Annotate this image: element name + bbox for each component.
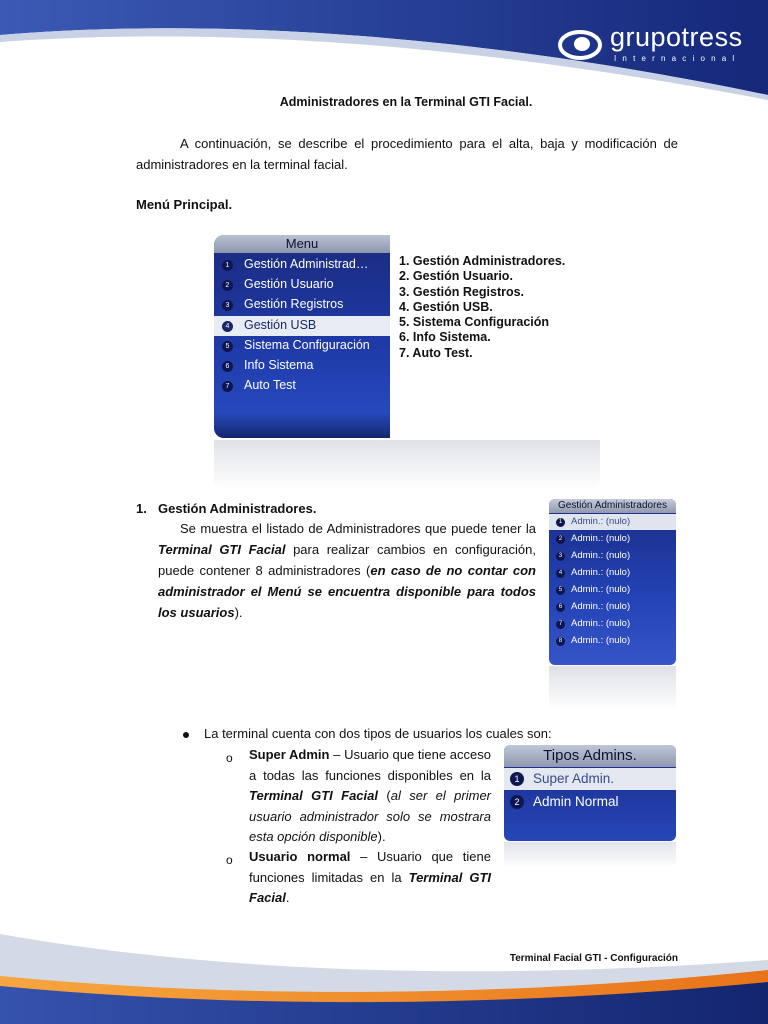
bullet-text: La terminal cuenta con dos tipos de usuarios los cuales son: [204,726,552,741]
menu-screen-item [214,275,390,295]
section-number: 1. [136,501,147,516]
admin-slot [549,565,676,581]
admin-slot-label: Admin.: (nulo) [571,533,631,544]
menu-legend-item: 2. Gestión Usuario. [399,269,513,284]
italic-text: al ser el primer usuario administrador solo se mostrara esta opción disponible [249,788,491,844]
menu-item-number: 1 [222,260,233,271]
admin-slot [549,599,676,615]
admin-slot-number: 3 [556,552,565,561]
document-title: Administradores en la Terminal GTI Facial. [279,95,533,109]
menu-item-number: 3 [222,300,233,311]
text-run: ). [234,605,243,620]
term-name: Super Admin [249,747,330,762]
menu-item-label: Sistema Configuración [244,338,370,352]
main-menu-screenshot [214,235,390,438]
sub-bullet-marker: o [226,853,233,867]
admin-slot-label: Admin.: (nulo) [571,550,631,561]
logo-wordmark: grupotress [610,22,743,52]
normal-user-description [249,847,491,909]
text-run: ( [378,788,391,803]
admin-slot [549,616,676,632]
types-screen-header: Tipos Admins. [504,745,676,767]
super-admin-description [249,745,491,848]
text-run: – Usuario que tiene funciones limitadas en la [249,849,491,885]
admin-slot-label: Admin.: (nulo) [571,635,631,646]
admin-slot-number: 6 [556,603,565,612]
menu-legend-list [399,254,565,361]
admin-slot-number: 4 [556,569,565,578]
menu-screen-item [214,336,390,356]
menu-heading: Menú Principal. [136,197,233,212]
logo-eye-icon [558,28,602,62]
types-reflection [504,842,676,868]
intro-paragraph: A continuación, se describe el procedimiento para el alta, baja y modificación de administradores en la terminal facial. [136,136,678,172]
admin-type [504,791,676,813]
admin-slot [549,633,676,649]
admin-type-number: 1 [510,772,524,786]
menu-legend-item: 3. Gestión Registros. [399,284,525,299]
admin-slot-label: Admin.: (nulo) [571,516,631,527]
emphasis-text: Terminal GTI Facial [158,542,286,557]
menu-legend-item: 7. Auto Test. [399,345,473,360]
menu-item-label: Auto Test [244,378,296,392]
logo-subtitle: Internacional [614,54,741,63]
menu-screen-item [214,376,390,396]
menu-item-number: 5 [222,341,233,352]
admin-slot-number: 1 [556,518,565,527]
admin-types-screenshot [504,745,676,841]
menu-item-number: 6 [222,361,233,372]
admin-slot [549,582,676,598]
sub-bullet-marker: o [226,751,233,765]
emphasis-text: en caso de no contar con administrador el Menú se encuentra disponible para todos los usuarios [158,563,536,620]
admin-slot-number: 2 [556,535,565,544]
admin-slot-label: Admin.: (nulo) [571,618,631,629]
menu-screen-shade [214,412,390,438]
menu-legend-item: 1. Gestión Administradores. [399,254,566,268]
admins-reflection [549,666,676,710]
footer-label: Terminal Facial GTI - Configuración [509,953,678,964]
menu-screen-header: Menu [214,235,390,253]
menu-item-label: Gestión Administrad… [244,257,369,271]
section-paragraph [158,518,536,623]
menu-legend-item: 4. Gestión USB. [399,299,493,314]
menu-screen-item [214,356,390,376]
bullet-icon [183,732,189,738]
admins-screen-header: Gestión Administradores [549,499,676,513]
admin-type-number: 2 [510,795,524,809]
menu-screen-item-selected [214,316,390,336]
text-run: ). [377,829,386,844]
admin-slot-number: 8 [556,637,565,646]
section-title: Gestión Administradores. [158,501,317,516]
text-run: – Usuario que tiene acceso a todas las funciones disponibles en la [249,747,491,783]
menu-item-number: 7 [222,381,233,392]
menu-screen-item [214,255,390,275]
brand-logo [558,24,748,68]
admin-slot-number: 5 [556,586,565,595]
admins-list-screenshot [549,499,676,665]
admin-slot [549,548,676,564]
menu-item-number: 4 [222,321,233,332]
text-run: . [285,890,290,905]
menu-item-label: Info Sistema [244,358,314,372]
text-run: para realizar cambios en configuración, puede contener 8 administradores ( [158,542,536,578]
menu-item-label: Gestión Usuario [244,277,334,291]
menu-item-number: 2 [222,280,233,291]
emphasis-text: Terminal GTI Facial [249,869,491,905]
admin-type-label: Admin Normal [533,794,619,809]
footer-swoosh [0,930,768,1024]
admin-slot [549,531,676,547]
menu-legend-item: 5. Sistema Configuración [399,315,550,330]
text-run: Se muestra el listado de Administradores que puede tener la [180,521,536,536]
admin-slot-label: Admin.: (nulo) [571,584,631,595]
menu-reflection [214,440,600,490]
admin-slot-label: Admin.: (nulo) [571,567,631,578]
term-name: Usuario normal [249,849,351,864]
menu-item-label: Gestión USB [244,318,317,332]
emphasis-text: Terminal GTI Facial [249,788,378,803]
admin-type-selected [504,768,676,790]
admin-slot-label: Admin.: (nulo) [571,601,631,612]
menu-screen-item [214,295,390,315]
admin-slot-number: 7 [556,620,565,629]
menu-item-label: Gestión Registros [244,297,344,311]
admin-type-label: Super Admin. [533,771,615,786]
admin-slot-selected [549,514,676,530]
menu-legend-item: 6. Info Sistema. [399,330,491,345]
